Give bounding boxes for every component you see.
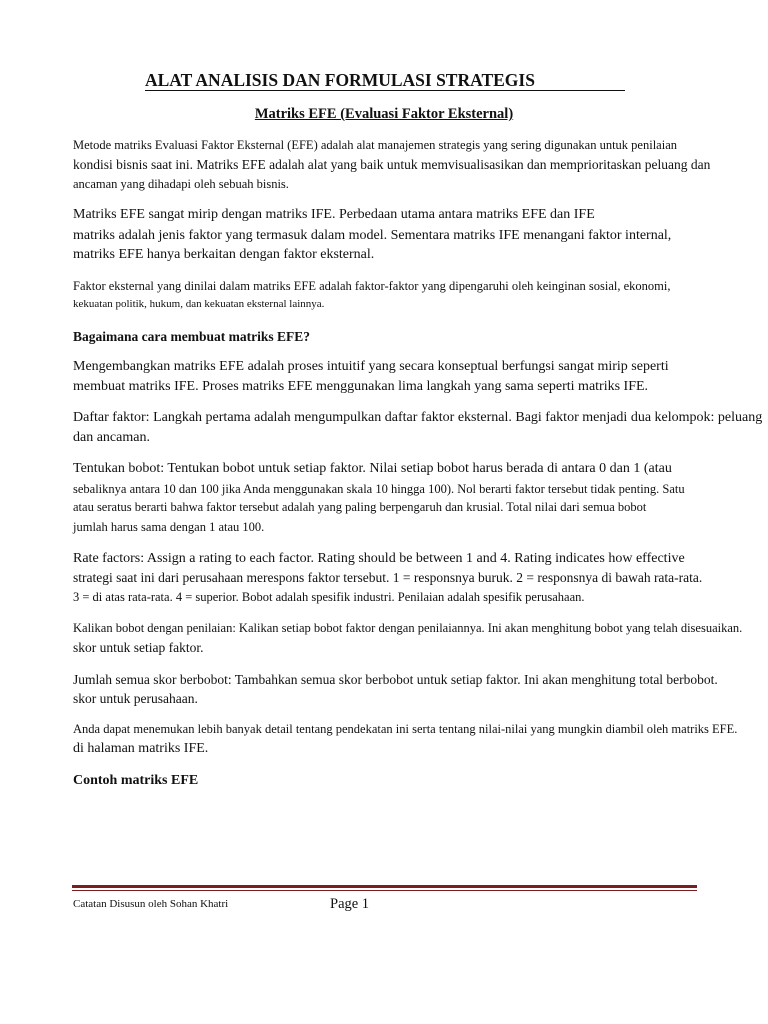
page-number: Page 1: [330, 896, 370, 912]
paragraph-line: Anda dapat menemukan lebih banyak detail tentang pendekatan ini serta tentang nilai-nilai yang mungkin diambil oleh matriks EFE.: [73, 722, 738, 736]
document-title: ALAT ANALISIS DAN FORMULASI STRATEGIS: [145, 70, 625, 91]
paragraph-line: atau seratus berarti bahwa faktor tersebut adalah yang paling berpengaruh dan krusial. Total nilai dari semua bobot: [73, 500, 647, 514]
section-subtitle-text: Matriks EFE (Evaluasi Faktor Eksternal): [254, 106, 514, 122]
paragraph-line: ancaman yang dihadapi oleh sebuah bisnis.: [73, 177, 289, 191]
paragraph-line: 3 = di atas rata-rata. 4 = superior. Bobot adalah spesifik industri. Penilaian adalah spesifik perusahaan.: [73, 590, 585, 604]
paragraph-line: dan ancaman.: [73, 430, 150, 445]
paragraph-line: Faktor eksternal yang dinilai dalam matriks EFE adalah faktor-faktor yang dipengaruhi oleh keinginan sosial, ekonomi,: [73, 279, 671, 293]
paragraph-line: sebaliknya antara 10 dan 100 jika Anda menggunakan skala 10 hingga 100). Nol berarti faktor tersebut tidak penting. Satu: [73, 482, 685, 496]
paragraph-line: Daftar faktor: Langkah pertama adalah mengumpulkan daftar faktor eksternal. Bagi faktor menjadi dua kelompok: peluang: [73, 410, 763, 425]
paragraph-line: Jumlah semua skor berbobot: Tambahkan semua skor berbobot untuk setiap faktor. Ini akan menghitung total berbobot.: [73, 672, 718, 687]
section-heading: Bagaimana cara membuat matriks EFE?: [73, 329, 310, 344]
paragraph-line: skor untuk perusahaan.: [73, 691, 198, 706]
paragraph-line: matriks adalah jenis faktor yang termasuk dalam model. Sementara matriks IFE menangani faktor internal,: [73, 228, 672, 243]
paragraph-line: Rate factors: Assign a rating to each factor. Rating should be between 1 and 4. Rating indicates how effective: [73, 551, 685, 566]
paragraph-line: Mengembangkan matriks EFE adalah proses intuitif yang secara konseptual berfungsi sangat mirip seperti: [73, 359, 669, 374]
paragraph-line: Kalikan bobot dengan penilaian: Kalikan setiap bobot faktor dengan penilaiannya. Ini akan menghitung bobot yang telah disesuaikan.: [73, 621, 743, 635]
paragraph-line: matriks EFE hanya berkaitan dengan faktor eksternal.: [73, 247, 375, 262]
paragraph-line: strategi saat ini dari perusahaan merespons faktor tersebut. 1 = responsnya buruk. 2 = responsnya di bawah rata-rata.: [73, 570, 703, 585]
footer-divider: [72, 885, 697, 888]
footer-divider-thin: [72, 890, 697, 891]
paragraph-line: di halaman matriks IFE.: [73, 741, 209, 756]
paragraph-line: skor untuk setiap faktor.: [73, 640, 204, 655]
section-heading: Contoh matriks EFE: [73, 773, 199, 788]
footer-author: Catatan Disusun oleh Sohan Khatri: [73, 898, 229, 910]
paragraph-line: kekuatan politik, hukum, dan kekuatan eksternal lainnya.: [73, 298, 325, 310]
paragraph-line: Metode matriks Evaluasi Faktor Eksternal (EFE) adalah alat manajemen strategis yang sering digunakan untuk penilaian: [73, 138, 677, 152]
paragraph-line: jumlah harus sama dengan 1 atau 100.: [73, 520, 265, 534]
paragraph-line: Tentukan bobot: Tentukan bobot untuk setiap faktor. Nilai setiap bobot harus berada di antara 0 dan 1 (atau: [73, 461, 672, 476]
paragraph-line: kondisi bisnis saat ini. Matriks EFE adalah alat yang baik untuk memvisualisasikan dan memprioritaskan peluang dan: [73, 157, 711, 172]
paragraph-line: membuat matriks IFE. Proses matriks EFE menggunakan lima langkah yang sama seperti matriks IFE.: [73, 379, 649, 394]
paragraph-line: Matriks EFE sangat mirip dengan matriks IFE. Perbedaan utama antara matriks EFE dan IFE: [73, 207, 595, 222]
section-subtitle: [0, 106, 768, 123]
